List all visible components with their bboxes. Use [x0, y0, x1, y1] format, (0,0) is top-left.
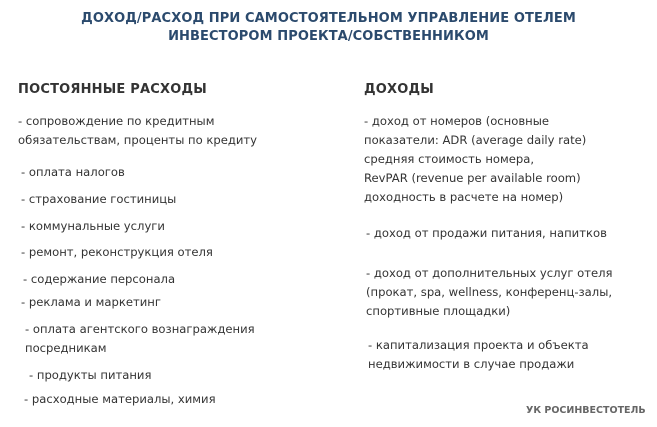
- expense-item-credit: [18, 112, 257, 150]
- expense-item-agency-line-2: посредникам: [25, 341, 107, 355]
- expense-item-supplies-line-1: - расходные материалы, химия: [24, 392, 216, 406]
- expense-item-food-line-1: - продукты питания: [29, 368, 152, 382]
- expense-item-staff: [23, 270, 175, 289]
- expense-item-insurance-line-1: - страхование гостиницы: [21, 192, 177, 206]
- income-item-rooms-line-3: средняя стоимость номера,: [364, 152, 535, 166]
- income-item-rooms-line-2: показатели: ADR (average daily rate): [364, 133, 587, 147]
- expense-item-repair: [21, 243, 213, 262]
- income-item-rooms-line-5: доходность в расчете на номер): [364, 190, 564, 204]
- income-heading: ДОХОДЫ: [364, 82, 434, 97]
- income-item-services-line-3: спортивные площадки): [366, 304, 511, 318]
- expenses-heading: ПОСТОЯННЫЕ РАСХОДЫ: [18, 82, 207, 97]
- expense-item-food: [29, 366, 151, 385]
- expense-item-taxes-line-1: - оплата налогов: [21, 165, 125, 179]
- expense-item-repair-line-1: - ремонт, реконструкция отеля: [21, 245, 213, 259]
- expense-item-taxes: [21, 163, 125, 182]
- expense-item-credit-line-2: обязательствам, проценты по кредиту: [18, 133, 258, 147]
- expense-item-marketing: [21, 293, 161, 312]
- expense-item-agency: [25, 320, 255, 339]
- expense-item-insurance: [21, 190, 176, 209]
- income-item-services: [366, 264, 613, 321]
- income-item-rooms: [364, 112, 586, 207]
- income-item-food-line-1: - доход от продажи питания, напитков: [366, 226, 607, 240]
- income-item-rooms-line-1: - доход от номеров (основные: [364, 114, 550, 128]
- income-item-services-line-1: - доход от дополнительных услуг отеля: [366, 266, 613, 280]
- income-item-capitalization-line-1: - капитализация проекта и объекта: [368, 338, 589, 352]
- expense-item-supplies: [24, 390, 216, 409]
- income-item-capitalization: [368, 336, 589, 374]
- income-item-services-line-2: (прокат, spa, wellness, конференц-залы,: [366, 285, 613, 299]
- expense-item-utilities-line-1: - коммунальные услуги: [21, 219, 165, 233]
- expense-item-credit-line-1: - сопровождение по кредитным: [18, 114, 215, 128]
- income-item-capitalization-line-2: недвижимости в случае продажи: [368, 357, 575, 371]
- expense-item-staff-line-1: - содержание персонала: [23, 272, 176, 286]
- income-item-food: [366, 224, 607, 243]
- income-item-rooms-line-4: RevPAR (revenue per available room): [364, 171, 581, 185]
- expense-item-marketing-line-1: - реклама и маркетинг: [21, 295, 161, 309]
- expense-item-agency-cont: [25, 339, 107, 358]
- page-title-line-2: ИНВЕСТОРОМ ПРОЕКТА/СОБСТВЕННИКОМ: [168, 29, 489, 44]
- page-title-line-1: ДОХОД/РАСХОД ПРИ САМОСТОЯТЕЛЬНОМ УПРАВЛЕНИЕ ОТЕЛЕМ: [81, 11, 576, 26]
- company-signature: УК РОСИНВЕСТОТЕЛЬ: [526, 405, 646, 416]
- expense-item-agency-line-1: - оплата агентского вознаграждения: [25, 322, 255, 336]
- expense-item-utilities: [21, 217, 165, 236]
